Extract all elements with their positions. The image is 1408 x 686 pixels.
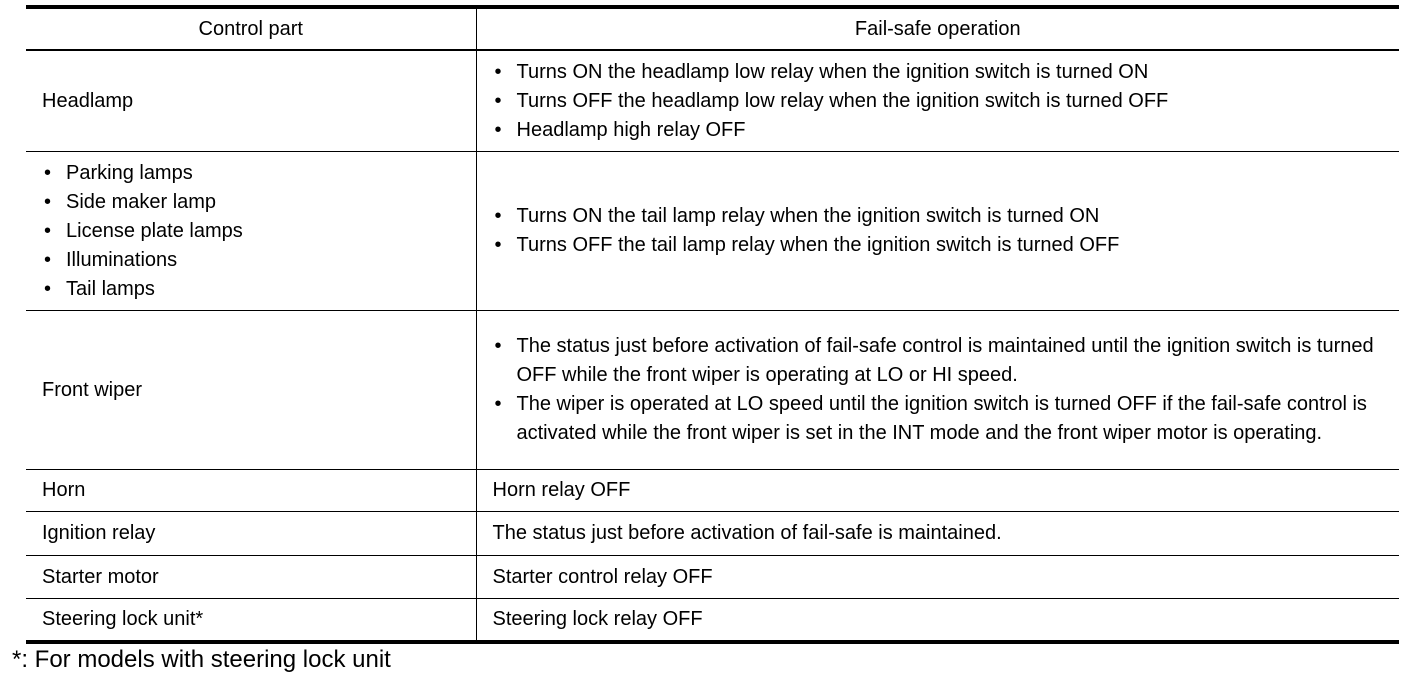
control-cell: Starter motor xyxy=(26,556,476,599)
list-item: • Turns OFF the tail lamp relay when the ignition switch is turned OFF xyxy=(493,231,1392,260)
operation-cell xyxy=(476,152,1399,311)
operation-list xyxy=(493,332,1392,448)
control-cell xyxy=(26,152,476,311)
table-row xyxy=(26,512,1399,556)
operation-cell xyxy=(476,50,1399,152)
table-row xyxy=(26,311,1399,470)
control-cell: Ignition relay xyxy=(26,512,476,556)
operation-cell: Horn relay OFF xyxy=(476,470,1399,512)
operation-list xyxy=(493,202,1392,260)
fail-safe-table xyxy=(26,5,1399,644)
table-row xyxy=(26,50,1399,152)
list-item: • License plate lamps xyxy=(42,217,468,246)
list-item: • Illuminations xyxy=(42,246,468,275)
list-item: • Headlamp high relay OFF xyxy=(493,116,1392,145)
control-cell: Headlamp xyxy=(26,50,476,152)
control-cell: Steering lock unit* xyxy=(26,599,476,643)
control-list xyxy=(42,159,468,304)
list-item: • Side maker lamp xyxy=(42,188,468,217)
table-header-row xyxy=(26,7,1399,50)
header-control-part: Control part xyxy=(26,7,476,50)
table-row xyxy=(26,556,1399,599)
control-cell: Front wiper xyxy=(26,311,476,470)
operation-cell: Starter control relay OFF xyxy=(476,556,1399,599)
operation-cell xyxy=(476,311,1399,470)
table-row xyxy=(26,470,1399,512)
table-row xyxy=(26,152,1399,311)
operation-list xyxy=(493,58,1392,145)
table-row xyxy=(26,599,1399,643)
header-fail-safe-operation: Fail-safe operation xyxy=(476,7,1399,50)
control-cell: Horn xyxy=(26,470,476,512)
list-item: • Tail lamps xyxy=(42,275,468,304)
list-item: • Turns OFF the headlamp low relay when the ignition switch is turned OFF xyxy=(493,87,1392,116)
list-item: • Parking lamps xyxy=(42,159,468,188)
operation-cell: Steering lock relay OFF xyxy=(476,599,1399,643)
list-item: • The wiper is operated at LO speed until the ignition switch is turned OFF if the fail-safe control is activated while the front wiper is set in the INT mode and the front wiper motor is operating. xyxy=(493,390,1392,448)
operation-cell: The status just before activation of fail-safe is maintained. xyxy=(476,512,1399,556)
list-item: • Turns ON the headlamp low relay when the ignition switch is turned ON xyxy=(493,58,1392,87)
list-item: • Turns ON the tail lamp relay when the ignition switch is turned ON xyxy=(493,202,1392,231)
footnote: *: For models with steering lock unit xyxy=(12,646,391,673)
list-item: • The status just before activation of fail-safe control is maintained until the ignition switch is turned OFF while the front wiper is operating at LO or HI speed. xyxy=(493,332,1392,390)
